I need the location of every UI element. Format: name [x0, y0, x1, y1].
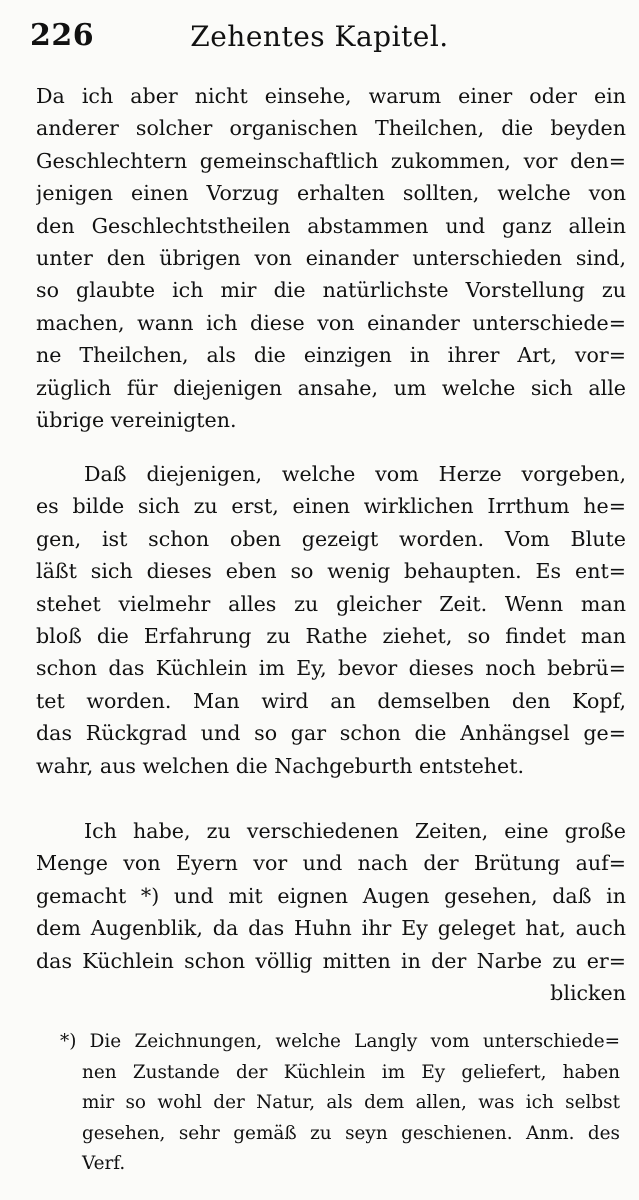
text-line: Geschlechtern gemeinschaftlich zukommen, vor den= [36, 148, 626, 173]
running-head: Zehentes Kapitel. [190, 20, 449, 53]
text-line: züglich für diejenigen ansahe, um welche sich alle [36, 375, 626, 400]
text-line: tet worden. Man wird an demselben den Kopf, [36, 688, 626, 713]
text-line: machen, wann ich diese von einander unterschiede= [36, 310, 626, 335]
text-line: Da ich aber nicht einsehe, warum einer oder ein [36, 84, 626, 108]
footnote-line: nen Zustande der Küchlein im Ey geliefert, haben [82, 1061, 620, 1083]
paragraph-2 [36, 458, 626, 782]
text-line: den Geschlechtstheilen abstammen und ganz allein [36, 213, 626, 238]
text-line: gen, ist schon oben gezeigt worden. Vom Blute [36, 526, 626, 551]
paragraph-3 [36, 815, 626, 1009]
text-line: wahr, aus welchen die Nachgeburth entstehet. [36, 753, 525, 778]
text-line: Ich habe, zu verschiedenen Zeiten, eine große [84, 819, 626, 843]
page-number: 226 [30, 18, 95, 53]
text-line: ne Theilchen, als die einzigen in ihrer Art, vor= [36, 343, 626, 368]
text-line: schon das Küchlein im Ey, bevor dieses noch bebrü= [36, 656, 626, 681]
footnote-line: mir so wohl der Natur, als dem allen, was ich selbst [82, 1092, 620, 1113]
text-line: bloß die Erfahrung zu Rathe ziehet, so findet man [36, 623, 626, 648]
text-line: so glaubte ich mir die natürlichste Vorstellung zu [36, 278, 626, 303]
paragraph-1 [36, 80, 626, 436]
text-line: Menge von Eyern vor und nach der Brütung auf= [36, 851, 626, 876]
text-line: stehet vielmehr alles zu gleicher Zeit. Wenn man [36, 591, 626, 616]
footnote-line: *) Die Zeichnungen, welche Langly vom unterschiede= [60, 1031, 620, 1052]
text-line: dem Augenblik, da das Huhn ihr Ey geleget hat, auch [36, 916, 626, 941]
text-line: gemacht *) und mit eignen Augen gesehen, daß in [36, 883, 626, 908]
page-header [30, 18, 609, 62]
text-line: unter den übrigen von einander unterschieden sind, [36, 245, 626, 270]
text-line: das Küchlein schon völlig mitten in der Narbe zu er= [36, 948, 626, 973]
footnote-line: gesehen, sehr gemäß zu seyn geschienen. Anm. des [82, 1122, 620, 1144]
catchword: blicken [550, 980, 626, 1005]
footnote-line: Verf. [82, 1153, 126, 1174]
text-line: übrige vereinigten. [36, 407, 237, 432]
text-line: anderer solcher organischen Theilchen, die beyden [36, 116, 626, 141]
footnote [60, 1027, 620, 1180]
text-line: jenigen einen Vorzug erhalten sollten, welche von [36, 181, 626, 206]
text-line: das Rückgrad und so gar schon die Anhängsel ge= [36, 721, 626, 746]
text-line: läßt sich dieses eben so wenig behaupten. Es ent= [36, 559, 626, 584]
text-line: Daß diejenigen, welche vom Herze vorgeben, [84, 462, 626, 486]
text-line: es bilde sich zu erst, einen wirklichen Irrthum he= [36, 494, 626, 519]
